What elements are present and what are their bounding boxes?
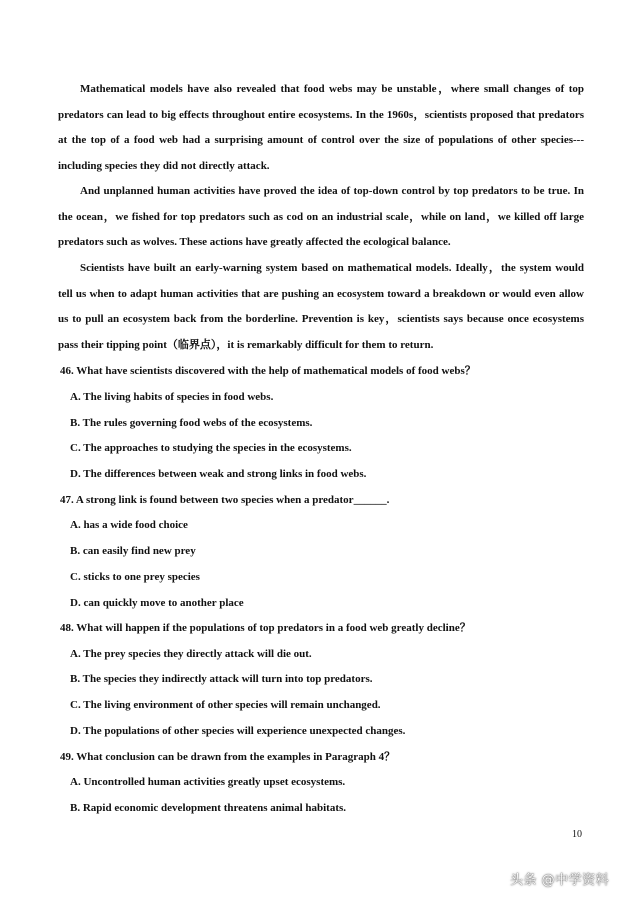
question-48-option-d: D. The populations of other species will experience unexpected changes.: [70, 725, 406, 737]
question-49-option-b: B. Rapid economic development threatens animal habitats.: [70, 802, 347, 814]
question-46-option-a: A. The living habits of species in food webs.: [70, 391, 274, 403]
question-47-stem: 47. A strong link is found between two species when a predator______.: [60, 494, 390, 506]
question-48-stem: 48. What will happen if the populations of top predators in a food web greatly decline？: [60, 622, 471, 634]
question-46-stem: 46. What have scientists discovered with the help of mathematical models of food webs？: [60, 365, 476, 377]
passage-paragraph-2: [58, 179, 584, 256]
question-49-option-a: A. Uncontrolled human activities greatly upset ecosystems.: [70, 776, 346, 788]
question-48-option-c: C. The living environment of other species will remain unchanged.: [70, 699, 381, 711]
question-49-stem: 49. What conclusion can be drawn from the examples in Paragraph 4？: [60, 751, 396, 763]
watermark-text: 头条 @中学资料: [510, 873, 610, 888]
question-46-option-d: D. The differences between weak and strong links in food webs.: [70, 468, 367, 480]
passage-paragraph-2-text: And unplanned human activities have proved the idea of top-down control by top predators to be true. In the ocean，we fished for top predators such as cod on an industrial scale，while on land，we killed off large predators such as wolves. These actions have greatly affected the ecological balance.: [58, 185, 584, 249]
question-46-option-c: C. The approaches to studying the species in the ecosystems.: [70, 442, 352, 454]
question-47-option-b: B. can easily find new prey: [70, 545, 196, 557]
question-48-option-a: A. The prey species they directly attack will die out.: [70, 648, 312, 660]
page-number: 10: [572, 829, 582, 840]
question-46-option-b: B. The rules governing food webs of the ecosystems.: [70, 417, 313, 429]
passage-paragraph-3: [58, 256, 584, 359]
passage-paragraph-3-text: Scientists have built an early-warning system based on mathematical models. Ideally，the system would tell us when to adapt human activities that are pushing an ecosystem toward a breakdown or would even allow us to pull an ecosystem back from the borderline. Prevention is key，scientists says because once ecosystems pass their tipping point（临界点），it is remarkably difficult for them to return.: [58, 262, 584, 352]
passage-paragraph-1: [58, 77, 584, 180]
passage-paragraph-1-text: Mathematical models have also revealed that food webs may be unstable，where small changes of top predators can lead to big effects throughout entire ecosystems. In the 1960s，scientists proposed that predators at the top of a food web had a surprising amount of control over the size of populations of other species---including species they did not directly attack.: [58, 83, 584, 173]
question-47-option-d: D. can quickly move to another place: [70, 597, 244, 609]
question-47-option-a: A. has a wide food choice: [70, 519, 188, 531]
question-48-option-b: B. The species they indirectly attack will turn into top predators.: [70, 673, 373, 685]
question-47-option-c: C. sticks to one prey species: [70, 571, 200, 583]
